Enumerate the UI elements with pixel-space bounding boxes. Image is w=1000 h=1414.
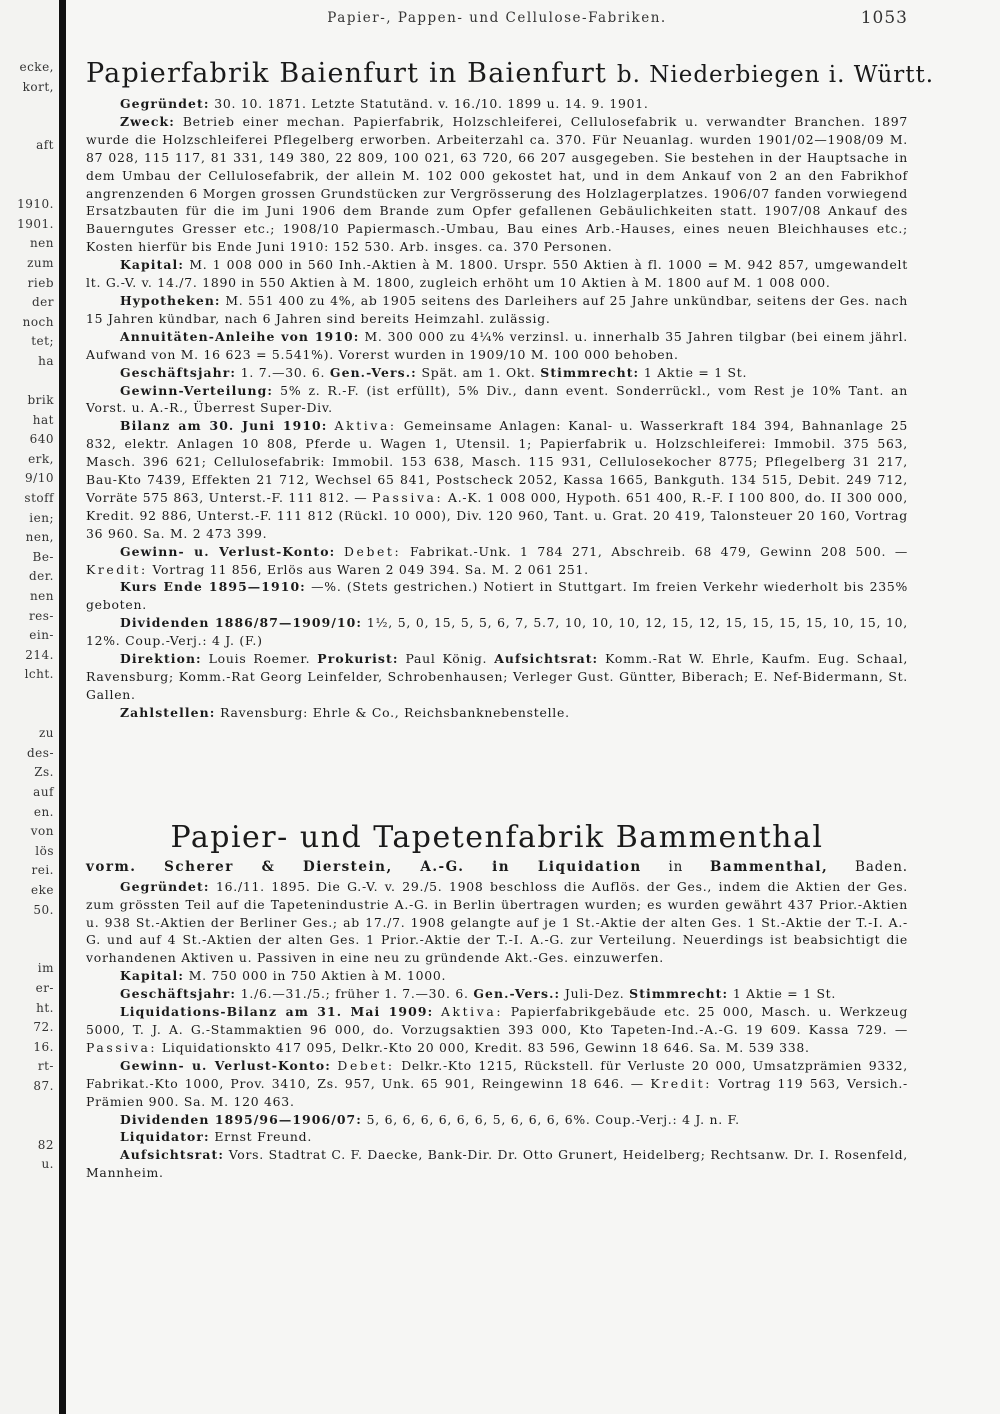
entry-paragraph	[86, 113, 908, 256]
field-text: Louis Roemer.	[201, 651, 318, 667]
field-text: 1½, 5, 0, 15, 5, 5, 6, 7, 5.7, 10, 10, 10, 12, 15, 12, 15, 15, 15, 15, 10, 15, 10, 12%. Coup.-Verj.: 4 J. (F.)	[86, 615, 908, 649]
entry-paragraph	[86, 878, 908, 968]
entry-paragraph	[86, 650, 908, 704]
previous-page-margin	[0, 0, 58, 1414]
field-label: Gegründet:	[120, 878, 210, 894]
field-label: Geschäftsjahr:	[120, 364, 237, 380]
field-label: Geschäftsjahr:	[120, 986, 237, 1002]
running-head	[86, 8, 908, 34]
entry-paragraph	[86, 292, 908, 328]
entry-paragraph	[86, 256, 908, 292]
company-place: b. Niederbiegen i. Württ.	[616, 62, 935, 88]
field-label: Bilanz am 30. Juni 1910:	[120, 418, 328, 434]
field-text: Gemeinsame Anlagen: Kanal- u. Wasserkraft 184 394, Bahnanlage 25 832, elektr. Anlagen 10 808, Pferde u. Wagen 1, Utensil. 1; Papierfabrik u. Holzschleiferei: Immobil. 375 563, Masch. 396 621; Cellulosefabrik: Immobil. 153 638, Masch. 115 931, Cellulosekocher 8775; Pflegelberg 31 217, Bau-Kto 7439, Effekten 21 712, Wechsel 65 841, Postscheck 2052, Kassa 1665, Bankguth. 134 515, Debit. 249 712, Vorräte 575 863, Unterst.-F. 111 812. —	[86, 418, 908, 505]
entry-body-bammenthal	[86, 878, 908, 1182]
spaced-label: Passiva:	[86, 1039, 158, 1055]
field-text: 1./6.—31./5.; früher 1. 7.—30. 6.	[236, 986, 474, 1002]
company-name: Papierfabrik Baienfurt in Baienfurt	[86, 58, 608, 89]
cropped-column-text: ecke, kort, aft 1910. 1901. nen zum rieb der noch tet; ha brik hat 640 erk, 9/10 stoff ien; nen, Be- der. nen res- ein- 214. lcht. zu des- Zs. auf en. von lös rei. eke 50. im er- ht. 72. 16. rt- 87. 82 u.	[17, 60, 54, 1172]
subtitle-connector: in	[641, 858, 710, 875]
section-title-baienfurt	[86, 58, 935, 91]
field-label: Aufsichtsrat:	[120, 1147, 225, 1163]
field-text	[335, 544, 344, 559]
field-text: 1. 7.—30. 6.	[236, 364, 330, 380]
field-text: Ernst Freund.	[209, 1129, 313, 1145]
binding-shadow	[59, 0, 66, 1414]
field-label: Gegründet:	[120, 96, 210, 111]
field-label: Liquidations-Bilanz am 31. Mai 1909:	[120, 1004, 434, 1020]
entry-paragraph	[86, 328, 908, 364]
field-text	[433, 1004, 441, 1019]
field-label: Stimmrecht:	[629, 986, 729, 1002]
field-text: Betrieb einer mechan. Papierfabrik, Holzschleiferei, Cellulosefabrik u. verwandter Branchen. 1897 wurde die Holzschleiferei Pflegelberg erworben. Arbeiterzahl ca. 370. Für Neuanlag. wurden 1901/02—1908/09 M. 87 028, 115 117, 81 331, 149 380, 22 809, 100 021, 63 720, 66 207 ausgegeben. Sie bestehen in der Hauptsache in dem Umbau der Cellulosefabrik, der allein M. 102 000 gekostet hat, und in dem Ankauf von 2 an den Fabrikhof angrenzenden 6 Morgen grossen Grundstücken zur Vergrösserung des Holzlagerplatzes. 1906/07 fanden vorwiegend Ersatzbauten für die im Juni 1906 dem Brande zum Opfer gefallenen Gebäulichkeiten statt. 1907/08 Ankauf des Bauerngutes Gresser etc.; 1908/10 Papiermasch.-Umbau, Bau eines Arb.-Hauses, eines neuen Bleichhauses etc.; Kosten hierfür bis Ende Juni 1910: 152 530. Arb. insges. ca. 370 Personen.	[86, 113, 908, 255]
field-text: Papierfabrikgebäude etc. 25 000, Masch. u. Werkzeug 5000, T. J. A. G.-Stammaktien 96 000, do. Vorzugsaktien 393 000, Kto Tapeten-Ind.-A.-G. 19 609. Kassa 729. —	[86, 1004, 908, 1037]
spaced-label: Debet:	[343, 543, 402, 559]
entry-paragraph	[86, 967, 908, 985]
spaced-label: Kredit:	[86, 561, 148, 577]
field-label: Annuitäten-Anleihe von 1910:	[120, 328, 360, 344]
field-label: Stimmrecht:	[540, 364, 640, 380]
entry-paragraph	[86, 704, 908, 722]
entry-paragraph	[86, 543, 908, 579]
subtitle-firm: vorm. Scherer & Dierstein, A.-G. in Liquidation	[86, 858, 642, 875]
spaced-label: Debet:	[337, 1057, 395, 1073]
spaced-label: Aktiva:	[440, 1004, 504, 1020]
entry-body-baienfurt	[86, 95, 908, 722]
field-text: Komm.-Rat W. Ehrle, Kaufm. Eug. Schaal, Ravensburg; Komm.-Rat Georg Leinfelder, Schrobenhausen; Verleger Gust. Güntter, Biberach; E. Nef-Bidermann, St. Gallen.	[86, 651, 909, 702]
field-text: 16./11. 1895. Die G.-V. v. 29./5. 1908 beschloss die Auflös. der Ges., indem die Aktien der Ges. zum grössten Teil auf die Tapetenindustrie A.-G. in Berlin übertragen wurden; es wurden gewährt 437 Prior.-Aktien u. 938 St.-Aktien der Berliner Ges.; ab 17./7. 1908 gelangte auf je 1 St.-Aktie der alten Ges. 1 St.-Aktie der T.-I. A.-G. und auf 4 St.-Aktien der alten Ges. 1 Prior.-Aktie der T.-I. A.-G. zur Verteilung. Neuerdings ist beabsichtigt die vorhandenen Aktiven u. Passiven in eine neu zu gründende Akt.-Ges. einzuwerfen.	[86, 878, 908, 966]
field-text: 5, 6, 6, 6, 6, 6, 6, 5, 6, 6, 6, 6%. Coup.-Verj.: 4 J. n. F.	[361, 1111, 740, 1127]
field-label: Gen.-Vers.:	[473, 986, 561, 1002]
field-label: Aufsichtsrat:	[494, 651, 599, 667]
field-text: Liquidationskto 417 095, Delkr.-Kto 20 000, Kredit. 83 596, Gewinn 18 646. Sa. M. 539 338.	[157, 1039, 810, 1055]
subtitle-region: Baden.	[828, 858, 908, 875]
entry-paragraph	[86, 985, 908, 1003]
field-text: Vortrag 119 563, Versich.-Prämien 900. Sa. M. 120 463.	[86, 1075, 908, 1109]
entry-paragraph	[86, 417, 908, 542]
spaced-label: Passiva:	[372, 489, 444, 505]
field-label: Gen.-Vers.:	[329, 364, 417, 380]
entry-paragraph	[86, 1128, 908, 1146]
field-label: Dividenden 1895/96—1906/07:	[120, 1111, 362, 1127]
entry-paragraph	[86, 1057, 908, 1111]
field-text: Juli-Dez.	[560, 986, 630, 1002]
section-subtitle-bammenthal	[86, 858, 908, 876]
document-page	[86, 8, 935, 1182]
field-label: Kurs Ende 1895—1910:	[120, 579, 306, 595]
field-label: Zahlstellen:	[120, 704, 216, 720]
entry-paragraph	[86, 95, 908, 113]
field-text: 1 Aktie = 1 St.	[639, 364, 748, 380]
field-label: Kapital:	[120, 968, 185, 984]
subtitle-place: Bammenthal,	[710, 858, 829, 875]
entry-paragraph	[86, 1146, 908, 1182]
field-text: M. 551 400 zu 4%, ab 1905 seitens des Darleihers auf 25 Jahre unkündbar, seitens der Ges. nach 15 Jahren kündbar, nach 6 Jahren sind bereits Heimzahl. zulässig.	[86, 292, 908, 326]
field-text: Spät. am 1. Okt.	[416, 364, 541, 380]
spaced-label: Kredit:	[650, 1075, 713, 1091]
entry-paragraph	[86, 382, 908, 418]
field-text: M. 1 008 000 in 560 Inh.-Aktien à M. 1800. Urspr. 550 Aktien à fl. 1000 = M. 942 857, umgewandelt lt. G.-V. v. 14./7. 1890 in 550 Aktien à M. 1800, zugleich erhöht um 10 Aktien à M. 1800 auf M. 1 008 000.	[86, 257, 908, 291]
field-text: 30. 10. 1871. Letzte Statutänd. v. 16./10. 1899 u. 14. 9. 1901.	[209, 96, 649, 111]
field-label: Gewinn-Verteilung:	[120, 382, 274, 398]
entry-paragraph	[86, 1003, 908, 1057]
field-text	[327, 418, 334, 433]
section-title-bammenthal: Papier- und Tapetenfabrik Bammenthal	[170, 819, 824, 855]
spaced-label: Aktiva:	[334, 418, 397, 434]
field-text: M. 750 000 in 750 Aktien à M. 1000.	[184, 968, 447, 984]
field-label: Dividenden 1886/87—1909/10:	[120, 615, 363, 631]
field-label: Prokurist:	[317, 651, 399, 667]
field-text: Vors. Stadtrat C. F. Daecke, Bank-Dir. Dr. Otto Grunert, Heidelberg; Rechtsanw. Dr. I. Rosenfeld, Mannheim.	[86, 1147, 908, 1181]
field-text: 5% z. R.-F. (ist erfüllt), 5% Div., dann event. Sonderrückl., vom Rest je 10% Tant. an Vorst. u. A.-R., Überrest Super-Div.	[86, 382, 908, 416]
field-text: M. 300 000 zu 4¼% verzinsl. u. innerhalb 35 Jahren tilgbar (bei einem jährl. Aufwand von M. 16 623 = 5.541%). Vorerst wurden in 1909/10 M. 100 000 behoben.	[86, 328, 908, 362]
field-label: Gewinn- u. Verlust-Konto:	[120, 543, 336, 559]
entry-paragraph	[86, 614, 908, 650]
field-text: Paul König.	[398, 651, 495, 667]
entry-paragraph	[86, 364, 908, 382]
field-label: Zweck:	[120, 113, 175, 129]
field-text: Ravensburg: Ehrle & Co., Reichsbanknebenstelle.	[215, 704, 570, 720]
field-label: Gewinn- u. Verlust-Konto:	[120, 1057, 331, 1073]
entry-paragraph	[86, 578, 908, 614]
field-label: Kapital:	[120, 257, 185, 273]
field-text: Delkr.-Kto 1215, Rückstell. für Verluste 20 000, Umsatzprämien 9332, Fabrikat.-Kto 1000, Prov. 3410, Zs. 957, Unk. 65 901, Reingewinn 18 646. —	[86, 1057, 908, 1091]
field-text: Vortrag 11 856, Erlös aus Waren 2 049 394. Sa. M. 2 061 251.	[147, 561, 589, 577]
field-label: Hypotheken:	[120, 292, 221, 308]
field-text: Fabrikat.-Unk. 1 784 271, Abschreib. 68 479, Gewinn 208 500. —	[401, 543, 908, 559]
field-text: 1 Aktie = 1 St.	[728, 986, 837, 1002]
page-number: 1053	[860, 8, 908, 28]
field-label: Liquidator:	[120, 1129, 210, 1145]
entry-paragraph	[86, 1111, 908, 1129]
running-head-title: Papier-, Pappen- und Cellulose-Fabriken.	[327, 10, 667, 26]
field-label: Direktion:	[120, 651, 202, 667]
field-text: —%. (Stets gestrichen.) Notiert in Stuttgart. Im freien Verkehr wiederholt bis 235% geboten.	[86, 579, 908, 613]
field-text: A.-K. 1 008 000, Hypoth. 651 400, R.-F. I 100 800, do. II 300 000, Kredit. 92 886, Unterst.-F. 111 812 (Rückl. 10 000), Div. 120 960, Tant. u. Grat. 20 419, Talonsteuer 20 160, Vortrag 36 960. Sa. M. 2 473 399.	[86, 489, 908, 541]
